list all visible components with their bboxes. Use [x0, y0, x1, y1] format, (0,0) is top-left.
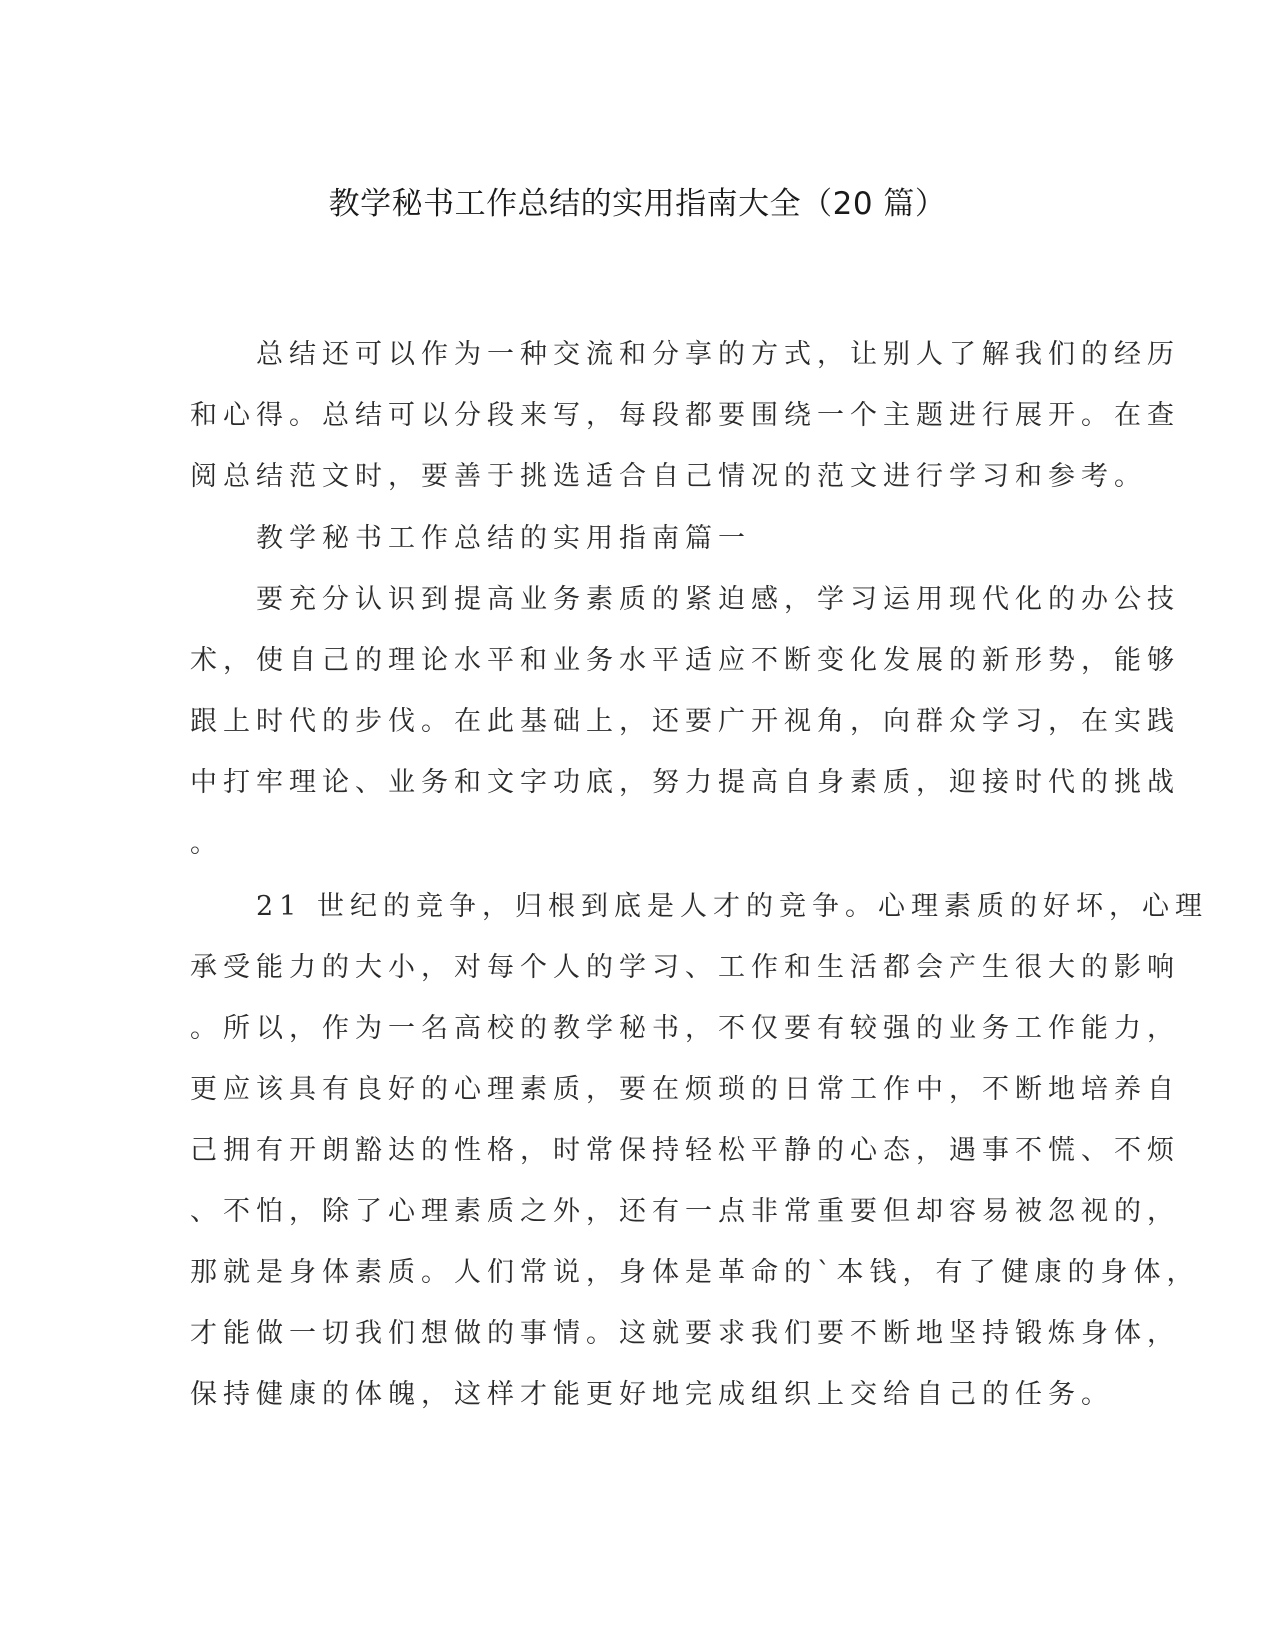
- paragraph-line: 和心得。总结可以分段来写，每段都要围绕一个主题进行展开。在查: [190, 400, 1180, 431]
- paragraph-line: 、不怕，除了心理素质之外，还有一点非常重要但却容易被忽视的，: [190, 1196, 1180, 1227]
- paragraph-line: 。所以，作为一名高校的教学秘书，不仅要有较强的业务工作能力，: [190, 1013, 1180, 1044]
- section-heading-text: 教学秘书工作总结的实用指南篇一: [190, 523, 751, 554]
- paragraph-line: 总结还可以作为一种交流和分享的方式，让别人了解我们的经历: [190, 339, 1180, 370]
- paragraph-business-quality: [190, 569, 1180, 874]
- paragraph-line: 阅总结范文时，要善于挑选适合自己情况的范文进行学习和参考。: [190, 461, 1147, 492]
- paragraph-line: 才能做一切我们想做的事情。这就要求我们要不断地坚持锻炼身体，: [190, 1318, 1180, 1349]
- paragraph-line: 己拥有开朗豁达的性格，时常保持轻松平静的心态，遇事不慌、不烦: [190, 1135, 1180, 1166]
- paragraph-line: 更应该具有良好的心理素质，要在烦琐的日常工作中，不断地培养自: [190, 1074, 1180, 1105]
- paragraph-psychological-quality: [190, 876, 1208, 1425]
- paragraph-line: 保持健康的体魄，这样才能更好地完成组织上交给自己的任务。: [190, 1379, 1114, 1410]
- paragraph-line: 承受能力的大小，对每个人的学习、工作和生活都会产生很大的影响: [190, 952, 1180, 983]
- paragraph-line: 术，使自己的理论水平和业务水平适应不断变化发展的新形势，能够: [190, 645, 1180, 676]
- section-heading: [190, 508, 1085, 569]
- paragraph-intro: [190, 324, 1180, 507]
- paragraph-line: 要充分认识到提高业务素质的紧迫感，学习运用现代化的办公技: [190, 584, 1180, 615]
- paragraph-line: 那就是身体素质。人们常说，身体是革命的`本钱，有了健康的身体，: [190, 1257, 1200, 1288]
- paragraph-line: 中打牢理论、业务和文字功底，努力提高自身素质，迎接时代的挑战: [190, 767, 1180, 798]
- paragraph-line: 跟上时代的步伐。在此基础上，还要广开视角，向群众学习，在实践: [190, 706, 1180, 737]
- paragraph-line: 21 世纪的竞争，归根到底是人才的竞争。心理素质的好坏，心理: [190, 891, 1208, 922]
- paragraph-line: 。: [190, 828, 223, 859]
- document-title: 教学秘书工作总结的实用指南大全（20 篇）: [328, 186, 947, 222]
